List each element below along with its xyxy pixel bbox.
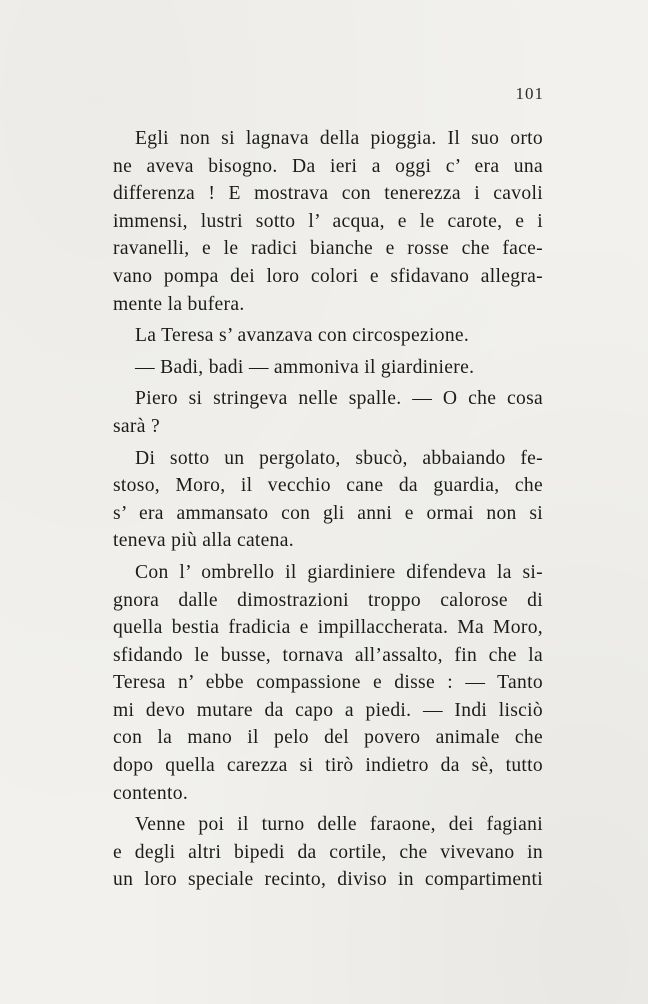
text-line: contento. xyxy=(113,782,189,804)
text-line: — Badi, badi — ammoniva il giardiniere. xyxy=(135,356,475,378)
text-line: ravanelli, e le radici bianche e rosse che face- xyxy=(113,238,543,260)
text-line: gnora dalle dimostrazioni troppo calorose di xyxy=(113,589,543,611)
paragraph xyxy=(113,322,543,350)
text-line: Venne poi il turno delle faraone, dei fagiani xyxy=(135,814,543,836)
paragraph xyxy=(113,125,543,318)
text-line: vano pompa dei loro colori e sfidavano allegra- xyxy=(113,265,543,287)
text-line: ne aveva bisogno. Da ieri a oggi c’ era una xyxy=(113,155,543,177)
text-line: s’ era ammansato con gli anni e ormai non si xyxy=(113,502,543,524)
text-line: Teresa n’ ebbe compassione e disse : — Tanto xyxy=(113,672,543,694)
text-line: e degli altri bipedi da cortile, che vivevano in xyxy=(113,841,543,863)
text-line: con la mano il pelo del povero animale che xyxy=(113,727,543,749)
text-line: mente la bufera. xyxy=(113,293,245,315)
paragraph xyxy=(113,445,543,555)
text-line: Egli non si lagnava della pioggia. Il suo orto xyxy=(135,128,543,149)
text-line: dopo quella carezza si tirò indietro da sè, tutto xyxy=(113,755,543,777)
paragraph xyxy=(113,354,543,382)
text-line: quella bestia fradicia e impillaccherata. Ma Moro, xyxy=(113,617,543,639)
text-line: sarà ? xyxy=(113,415,160,437)
text-line: stoso, Moro, il vecchio cane da guardia, che xyxy=(113,475,543,497)
text-line: teneva più alla catena. xyxy=(113,530,294,552)
text-line: Con l’ ombrello il giardiniere difendeva la si- xyxy=(135,561,543,583)
text-line: un loro speciale recinto, diviso in compartimenti xyxy=(113,869,543,891)
paragraph xyxy=(113,811,543,894)
text-line: differenza ! E mostrava con tenerezza i cavoli xyxy=(113,183,543,205)
text-line: mi devo mutare da capo a piedi. — Indi lisciò xyxy=(113,699,543,721)
text-line: immensi, lustri sotto l’ acqua, e le carote, e i xyxy=(113,210,543,232)
text-line: Di sotto un pergolato, sbucò, abbaiando fe- xyxy=(135,447,543,469)
body-text xyxy=(113,125,543,898)
page-number: 101 xyxy=(515,84,544,103)
text-line: Piero si stringeva nelle spalle. — O che cosa xyxy=(135,388,543,410)
text-line: La Teresa s’ avanzava con circospezione. xyxy=(135,325,470,347)
text-line: sfidando le busse, tornava all’assalto, fin che la xyxy=(113,644,543,666)
paragraph xyxy=(113,559,543,807)
paragraph xyxy=(113,385,543,440)
